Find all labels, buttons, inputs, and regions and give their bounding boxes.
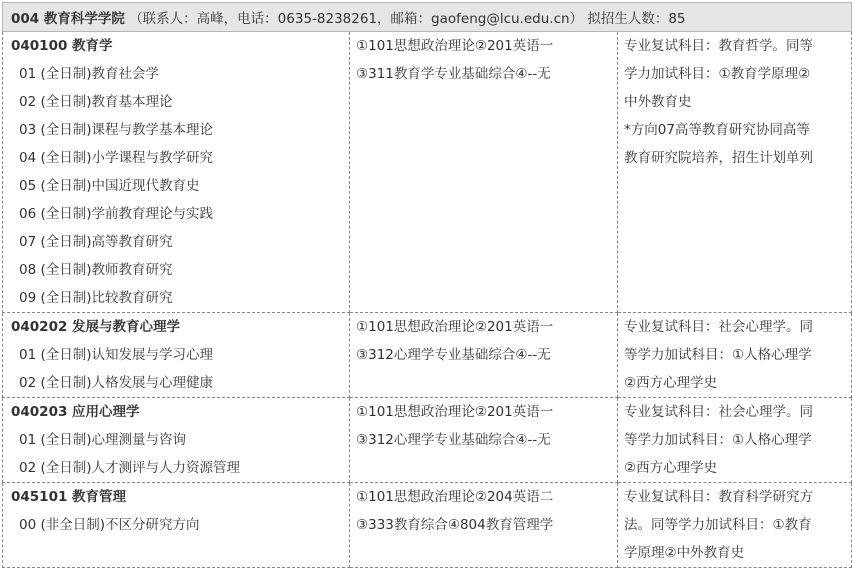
note-line: 专业复试科目：社会心理学。同 <box>624 404 813 420</box>
research-direction: 07 (全日制)高等教育研究 <box>19 234 173 250</box>
department-header-row <box>3 3 852 32</box>
note-line: 学原理②中外教育史 <box>624 545 745 561</box>
note-line: ②西方心理学史 <box>624 375 718 391</box>
exam-subjects-cell <box>350 313 618 398</box>
research-direction: 02 (全日制)教育基本理论 <box>19 94 173 110</box>
note-line: 等学力加试科目：①人格心理学 <box>624 432 812 448</box>
program-directions-cell <box>3 398 350 483</box>
exam-subject-line: ③312心理学专业基础综合④--无 <box>356 432 551 448</box>
notes-cell <box>618 398 852 483</box>
note-line: 法。同等学力加试科目：①教育 <box>624 517 812 533</box>
program-row <box>3 313 852 398</box>
department-contact: （联系人：高峰，电话：0635-8238261，邮箱：gaofeng@lcu.edu.cn） 拟招生人数：85 <box>129 11 686 27</box>
program-title: 040203 应用心理学 <box>11 404 140 420</box>
note-line: *方向07高等教育研究协同高等 <box>624 122 810 138</box>
note-line: 专业复试科目：社会心理学。同 <box>624 319 813 335</box>
program-table <box>2 2 852 568</box>
exam-subject-line: ①101思想政治理论②201英语一 <box>356 38 554 54</box>
program-row <box>3 398 852 483</box>
research-direction: 00 (非全日制)不区分研究方向 <box>19 517 200 533</box>
program-title: 040100 教育学 <box>11 38 113 54</box>
exam-subjects-cell <box>350 483 618 568</box>
department-name: 004 教育科学学院 <box>11 11 125 27</box>
notes-cell <box>618 483 852 568</box>
exam-subject-line: ①101思想政治理论②201英语一 <box>356 404 554 420</box>
note-line: 等学力加试科目：①人格心理学 <box>624 347 812 363</box>
program-directions-cell <box>3 313 350 398</box>
program-title: 040202 发展与教育心理学 <box>11 319 181 335</box>
program-directions-cell <box>3 32 350 313</box>
exam-subject-line: ①101思想政治理论②201英语一 <box>356 319 554 335</box>
exam-subjects-cell <box>350 398 618 483</box>
exam-subject-line: ③311教育学专业基础综合④--无 <box>356 66 551 82</box>
research-direction: 04 (全日制)小学课程与教学研究 <box>19 150 214 166</box>
program-title: 045101 教育管理 <box>11 489 127 505</box>
exam-subject-line: ③333教育综合④804教育管理学 <box>356 517 554 533</box>
note-line: 专业复试科目：教育哲学。同等 <box>624 38 813 54</box>
notes-cell <box>618 313 852 398</box>
research-direction: 09 (全日制)比较教育研究 <box>19 290 173 306</box>
research-direction: 06 (全日制)学前教育理论与实践 <box>19 206 214 222</box>
notes-cell <box>618 32 852 313</box>
department-header-cell <box>3 3 852 32</box>
exam-subjects-cell <box>350 32 618 313</box>
research-direction: 03 (全日制)课程与教学基本理论 <box>19 122 214 138</box>
note-line: 专业复试科目：教育科学研究方 <box>624 489 813 505</box>
note-line: 中外教育史 <box>624 94 692 110</box>
program-row <box>3 483 852 568</box>
exam-subject-line: ①101思想政治理论②204英语二 <box>356 489 554 505</box>
note-line: 学力加试科目：①教育学原理② <box>624 66 811 82</box>
program-row <box>3 32 852 313</box>
research-direction: 08 (全日制)教师教育研究 <box>19 262 173 278</box>
research-direction: 02 (全日制)人格发展与心理健康 <box>19 375 214 391</box>
exam-subject-line: ③312心理学专业基础综合④--无 <box>356 347 551 363</box>
research-direction: 05 (全日制)中国近现代教育史 <box>19 178 200 194</box>
note-line: ②西方心理学史 <box>624 460 718 476</box>
research-direction: 01 (全日制)认知发展与学习心理 <box>19 347 214 363</box>
note-line: 教育研究院培养，招生计划单列 <box>624 150 813 166</box>
research-direction: 01 (全日制)心理测量与咨询 <box>19 432 187 448</box>
program-directions-cell <box>3 483 350 568</box>
research-direction: 02 (全日制)人才测评与人力资源管理 <box>19 460 241 476</box>
research-direction: 01 (全日制)教育社会学 <box>19 66 160 82</box>
